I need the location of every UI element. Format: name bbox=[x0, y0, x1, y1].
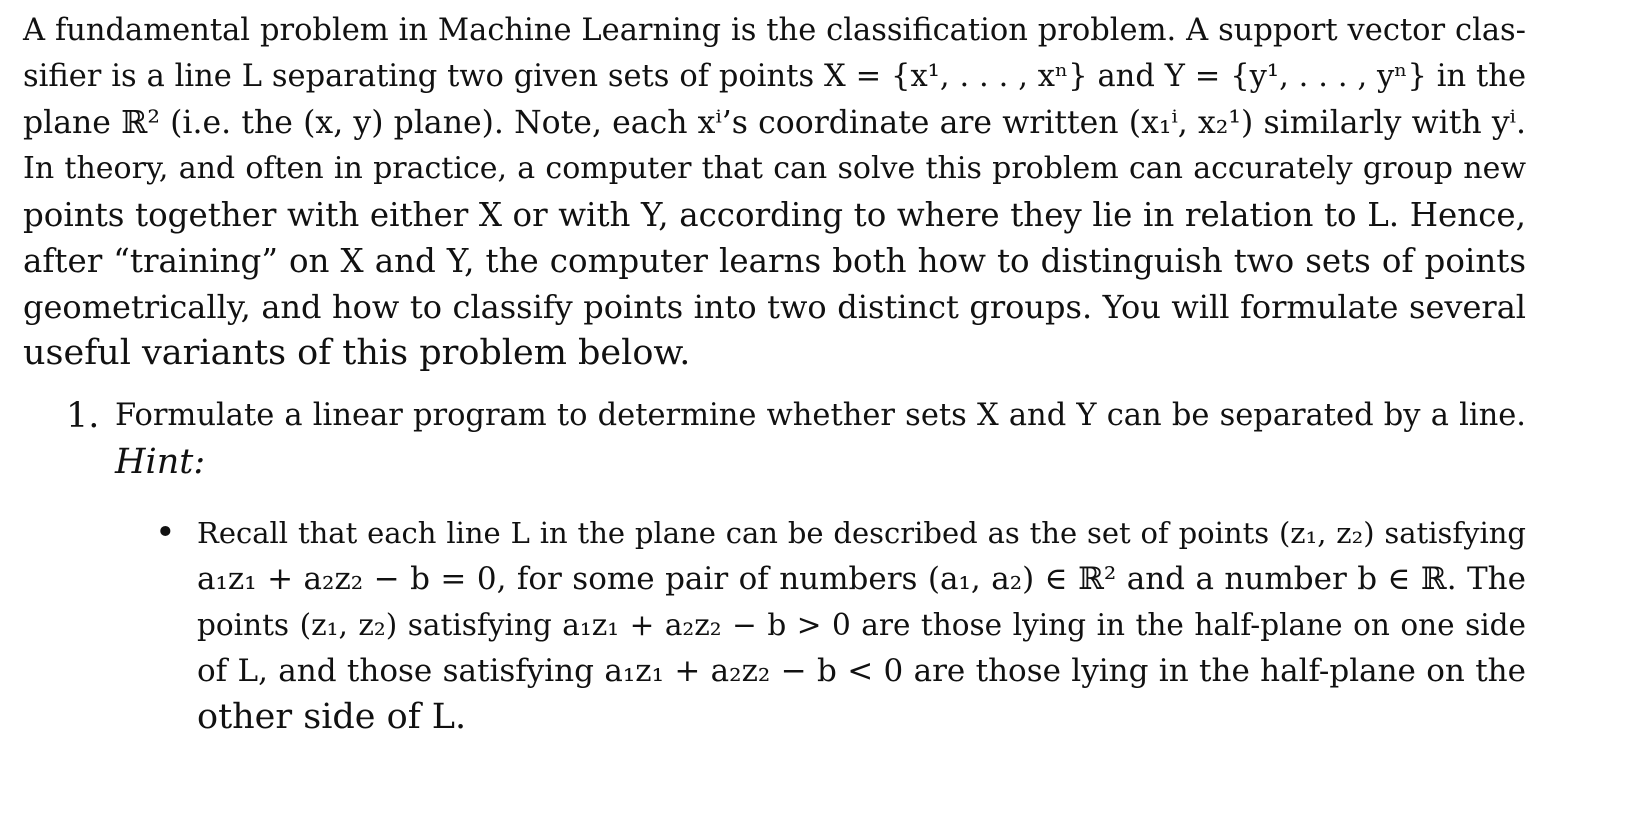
item-1-text bbox=[115, 393, 1526, 485]
intro-line: geometrically, and how to classify points into two distinct groups. You will formulate several bbox=[23, 288, 1526, 326]
intro-line: In theory, and often in practice, a computer that can solve this problem can accurately group new bbox=[23, 151, 1526, 186]
bullet-line: a₁z₁ + a₂z₂ − b = 0, for some pair of numbers (a₁, a₂) ∈ ℝ² and a number b ∈ ℝ. The bbox=[197, 561, 1526, 597]
intro-line: A fundamental problem in Machine Learning is the classification problem. A support vector clas- bbox=[23, 13, 1526, 48]
intro-line: after “training” on X and Y, the computer learns both how to distinguish two sets of points bbox=[23, 242, 1526, 280]
hint-label: Hint: bbox=[115, 442, 206, 482]
hint-bullet-text bbox=[197, 510, 1526, 740]
item-number: 1. bbox=[66, 396, 100, 436]
bullet-line: other side of L. bbox=[197, 697, 467, 737]
intro-line: points together with either X or with Y, according to where they lie in relation to L. Hence, bbox=[23, 196, 1526, 234]
intro-paragraph bbox=[23, 8, 1526, 376]
bullet-line: points (z₁, z₂) satisfying a₁z₁ + a₂z₂ − b > 0 are those lying in the half-plane on one side bbox=[197, 608, 1526, 642]
item-1-line: Formulate a linear program to determine whether sets X and Y can be separated by a line. bbox=[115, 398, 1526, 433]
bullet-line: of L, and those satisfying a₁z₁ + a₂z₂ − b < 0 are those lying in the half-plane on the bbox=[197, 653, 1526, 689]
bullet-line: Recall that each line L in the plane can be described as the set of points (z₁, z₂) satisfying bbox=[197, 516, 1526, 550]
intro-line: useful variants of this problem below. bbox=[23, 333, 691, 373]
intro-line: sifier is a line L separating two given sets of points X = {x¹, . . . , xⁿ} and Y = {y¹, . . . , yⁿ} in the bbox=[23, 59, 1526, 94]
bullet-marker: • bbox=[155, 513, 176, 553]
intro-line: plane ℝ² (i.e. the (x, y) plane). Note, each xⁱ’s coordinate are written (x₁ⁱ, x₂¹) similarly with yⁱ. bbox=[23, 105, 1526, 141]
